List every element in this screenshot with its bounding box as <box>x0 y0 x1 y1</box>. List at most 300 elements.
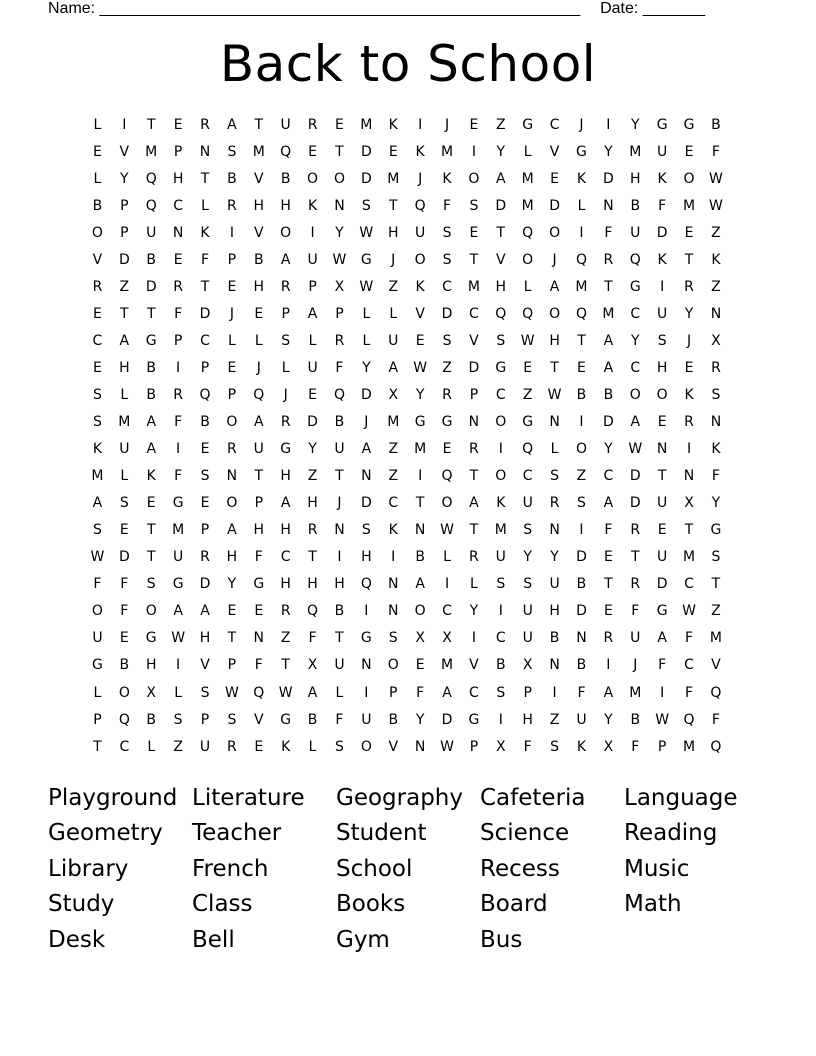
grid-letter: E <box>227 278 237 295</box>
grid-letter: G <box>92 657 103 674</box>
grid-letter: C <box>549 116 560 133</box>
grid-letter: A <box>280 495 291 512</box>
grid-letter: Z <box>388 441 399 458</box>
grid-letter: L <box>523 143 532 160</box>
grid-letter: J <box>391 251 396 268</box>
grid-letter: D <box>495 197 507 214</box>
letter-grid <box>84 111 729 760</box>
grid-letter: F <box>174 305 183 322</box>
grid-letter: D <box>118 549 130 566</box>
grid-letter: Y <box>415 711 425 728</box>
grid-letter: Q <box>629 251 641 268</box>
grid-letter: A <box>173 603 183 620</box>
grid-letter: N <box>549 657 560 674</box>
grid-letter: J <box>633 657 638 674</box>
grid-letter: O <box>629 386 641 403</box>
grid-letter: G <box>629 278 641 295</box>
grid-letter: C <box>495 630 506 647</box>
grid-letter: T <box>469 468 479 485</box>
grid-letter: A <box>146 441 157 458</box>
grid-letter: M <box>682 738 696 755</box>
grid-letter: Q <box>522 224 534 241</box>
grid-letter: L <box>93 116 102 133</box>
grid-letter: T <box>227 630 237 647</box>
grid-letter: F <box>711 468 720 485</box>
grid-letter: S <box>550 468 560 485</box>
grid-letter: V <box>254 170 264 187</box>
grid-letter: R <box>442 386 452 403</box>
grid-letter: H <box>549 332 560 349</box>
grid-letter: A <box>280 251 291 268</box>
grid-letter: E <box>93 359 102 376</box>
grid-letter: E <box>119 630 129 647</box>
grid-letter: R <box>227 197 237 214</box>
grid-letter: Q <box>280 143 292 160</box>
grid-letter: A <box>469 495 479 512</box>
grid-letter: G <box>172 576 184 593</box>
grid-letter: Y <box>415 386 425 403</box>
grid-letter: Q <box>495 305 507 322</box>
grid-letter: G <box>441 414 453 431</box>
grid-letter: L <box>174 684 183 701</box>
grid-letter: B <box>200 414 210 431</box>
grid-letter: F <box>631 738 640 755</box>
grid-letter: S <box>119 495 129 512</box>
grid-letter: F <box>335 711 344 728</box>
grid-letter: H <box>549 603 560 620</box>
grid-letter: O <box>495 468 507 485</box>
grid-letter: K <box>576 738 587 755</box>
grid-letter: R <box>280 414 291 431</box>
grid-letter: B <box>630 197 641 214</box>
grid-letter: O <box>414 603 426 620</box>
grid-letter: E <box>200 495 210 512</box>
grid-letter: C <box>684 576 694 593</box>
grid-letter: B <box>307 711 318 728</box>
grid-letter: I <box>364 684 369 701</box>
grid-letter: V <box>549 143 560 160</box>
grid-letter: Q <box>683 711 695 728</box>
grid-letter: I <box>579 522 584 539</box>
grid-letter: F <box>442 197 452 214</box>
name-field-label: Name: ______________________________________________________ <box>48 0 581 17</box>
grid-letter: M <box>387 170 400 187</box>
grid-letter: K <box>442 170 452 187</box>
grid-letter: P <box>469 738 479 755</box>
grid-letter: N <box>468 414 480 431</box>
grid-letter: U <box>146 224 157 241</box>
grid-letter: G <box>280 711 292 728</box>
grid-letter: A <box>227 116 237 133</box>
grid-letter: T <box>550 359 559 376</box>
grid-letter: I <box>552 684 557 701</box>
grid-letter: E <box>550 170 560 187</box>
grid-letter: B <box>576 657 587 674</box>
grid-letter: H <box>522 711 533 728</box>
grid-letter: U <box>415 224 426 241</box>
grid-letter: N <box>388 576 399 593</box>
grid-letter: A <box>254 414 264 431</box>
word-list-item: Language <box>624 784 738 811</box>
grid-letter: O <box>91 603 103 620</box>
word-list-item: Student <box>336 820 427 847</box>
grid-letter: D <box>307 414 318 431</box>
grid-letter: D <box>199 305 211 322</box>
grid-letter: S <box>93 414 102 431</box>
word-list-item: Literature <box>192 784 305 811</box>
grid-letter: F <box>308 630 317 647</box>
grid-letter: S <box>200 684 210 701</box>
grid-letter: O <box>360 738 372 755</box>
grid-letter: M <box>682 197 696 214</box>
grid-letter: L <box>308 332 317 349</box>
grid-letter: G <box>172 495 184 512</box>
grid-letter: B <box>549 630 560 647</box>
grid-letter: S <box>523 522 533 539</box>
grid-letter: V <box>711 657 721 674</box>
grid-letter: D <box>576 603 587 620</box>
grid-letter: B <box>576 386 587 403</box>
grid-letter: T <box>120 305 129 322</box>
grid-letter: S <box>200 468 210 485</box>
grid-letter: Q <box>307 603 319 620</box>
grid-letter: B <box>146 711 157 728</box>
grid-letter: I <box>418 468 423 485</box>
grid-letter: E <box>254 738 264 755</box>
grid-letter: N <box>603 197 614 214</box>
grid-letter: E <box>469 116 479 133</box>
grid-letter: D <box>629 468 641 485</box>
grid-letter: H <box>495 278 507 295</box>
grid-letter: N <box>710 305 722 322</box>
grid-letter: T <box>146 549 156 566</box>
grid-letter: M <box>467 278 480 295</box>
grid-letter: E <box>173 251 183 268</box>
grid-letter: W <box>440 738 454 755</box>
grid-letter: A <box>227 522 237 539</box>
grid-letter: I <box>606 116 611 133</box>
grid-letter: C <box>522 468 533 485</box>
grid-letter: E <box>684 224 694 241</box>
grid-letter: U <box>549 576 560 593</box>
grid-letter: L <box>281 359 290 376</box>
grid-letter: S <box>711 386 721 403</box>
grid-letter: A <box>307 684 318 701</box>
grid-letter: I <box>176 441 181 458</box>
grid-letter: Y <box>120 170 129 187</box>
grid-letter: V <box>200 657 210 674</box>
grid-letter: S <box>550 738 560 755</box>
grid-letter: F <box>200 251 210 268</box>
grid-letter: R <box>469 549 479 566</box>
grid-letter: F <box>685 630 694 647</box>
grid-letter: Y <box>604 143 613 160</box>
grid-letter: M <box>440 143 454 160</box>
grid-letter: M <box>172 522 185 539</box>
grid-letter: G <box>710 522 722 539</box>
grid-letter: U <box>334 441 345 458</box>
grid-letter: V <box>119 143 130 160</box>
grid-letter: A <box>388 359 399 376</box>
grid-letter: L <box>523 278 532 295</box>
grid-letter: B <box>119 657 130 674</box>
word-list-item: Study <box>48 891 115 918</box>
grid-letter: C <box>200 332 210 349</box>
word-list <box>48 780 768 958</box>
grid-letter: F <box>174 468 183 485</box>
grid-letter: T <box>146 522 156 539</box>
grid-letter: A <box>630 414 641 431</box>
grid-letter: O <box>656 386 668 403</box>
header-fields <box>48 0 705 20</box>
grid-letter: E <box>254 305 264 322</box>
grid-letter: R <box>711 359 721 376</box>
grid-letter: Y <box>227 576 237 593</box>
word-list-item: Reading <box>624 820 718 847</box>
grid-letter: D <box>145 278 157 295</box>
grid-letter: M <box>629 143 642 160</box>
grid-letter: I <box>391 549 396 566</box>
grid-letter: Z <box>549 711 560 728</box>
grid-letter: Z <box>711 224 721 241</box>
grid-letter: H <box>629 170 641 187</box>
grid-letter: R <box>549 495 560 512</box>
grid-letter: E <box>227 359 237 376</box>
grid-letter: Y <box>523 549 532 566</box>
grid-letter: X <box>388 386 399 403</box>
grid-letter: V <box>469 332 479 349</box>
grid-letter: A <box>415 576 425 593</box>
grid-letter: T <box>577 332 586 349</box>
grid-letter: S <box>281 332 291 349</box>
grid-letter: T <box>684 522 694 539</box>
grid-letter: I <box>337 549 342 566</box>
grid-letter: N <box>414 522 426 539</box>
grid-letter: S <box>93 386 102 403</box>
grid-letter: P <box>120 197 129 214</box>
word-list-item: Science <box>480 820 570 847</box>
grid-letter: D <box>656 224 668 241</box>
grid-letter: V <box>415 305 425 322</box>
grid-letter: R <box>173 278 183 295</box>
grid-letter: S <box>711 549 721 566</box>
grid-letter: R <box>227 738 237 755</box>
grid-letter: P <box>173 332 183 349</box>
grid-letter: L <box>443 549 451 566</box>
grid-letter: J <box>418 170 423 187</box>
grid-letter: C <box>442 278 452 295</box>
grid-letter: P <box>523 684 532 701</box>
grid-letter: Z <box>711 278 721 295</box>
grid-letter: W <box>332 251 347 268</box>
grid-letter: E <box>308 143 317 160</box>
grid-letter: G <box>253 576 265 593</box>
grid-letter: T <box>200 170 210 187</box>
grid-letter: U <box>253 441 264 458</box>
grid-letter: P <box>469 386 479 403</box>
grid-letter: K <box>200 224 210 241</box>
grid-letter: E <box>603 603 613 620</box>
grid-letter: L <box>120 386 129 403</box>
grid-letter: A <box>119 332 130 349</box>
grid-letter: Q <box>710 684 722 701</box>
grid-letter: F <box>604 522 613 539</box>
grid-letter: C <box>469 305 479 322</box>
grid-letter: E <box>254 603 264 620</box>
grid-letter: U <box>495 549 506 566</box>
grid-letter: V <box>496 251 506 268</box>
grid-letter: H <box>334 576 345 593</box>
grid-letter: N <box>361 657 372 674</box>
grid-letter: Z <box>442 359 452 376</box>
grid-letter: X <box>603 738 614 755</box>
grid-letter: B <box>92 197 103 214</box>
grid-letter: L <box>362 305 371 322</box>
grid-letter: R <box>307 116 318 133</box>
grid-letter: E <box>523 359 533 376</box>
grid-letter: Z <box>173 738 183 755</box>
grid-letter: L <box>147 738 156 755</box>
word-list-item: Cafeteria <box>480 784 586 811</box>
grid-letter: F <box>254 549 263 566</box>
grid-letter: E <box>469 224 479 241</box>
grid-letter: D <box>118 251 130 268</box>
grid-letter: Y <box>630 116 640 133</box>
grid-letter: R <box>227 441 237 458</box>
grid-letter: E <box>227 603 237 620</box>
grid-letter: S <box>146 576 156 593</box>
grid-letter: C <box>469 684 479 701</box>
grid-letter: H <box>307 495 318 512</box>
grid-letter: C <box>92 332 103 349</box>
grid-letter: J <box>579 116 584 133</box>
grid-letter: K <box>146 468 156 485</box>
grid-letter: F <box>523 738 532 755</box>
word-list-item: Library <box>48 855 129 882</box>
grid-letter: H <box>280 576 291 593</box>
grid-letter: K <box>657 170 667 187</box>
grid-letter: R <box>200 549 210 566</box>
grid-letter: R <box>280 278 291 295</box>
grid-letter: Q <box>145 170 157 187</box>
grid-letter: E <box>93 143 102 160</box>
grid-letter: D <box>199 576 211 593</box>
grid-letter: T <box>335 468 344 485</box>
grid-letter: F <box>631 603 640 620</box>
grid-letter: S <box>93 522 102 539</box>
grid-letter: C <box>280 549 291 566</box>
grid-letter: B <box>415 549 425 566</box>
grid-letter: X <box>307 657 318 674</box>
grid-letter: R <box>173 386 183 403</box>
grid-letter: R <box>630 576 641 593</box>
grid-letter: E <box>146 495 156 512</box>
grid-letter: P <box>281 305 290 322</box>
grid-letter: U <box>307 251 318 268</box>
grid-letter: Z <box>711 603 721 620</box>
grid-letter: G <box>280 441 292 458</box>
grid-letter: O <box>414 251 426 268</box>
grid-letter: B <box>496 657 506 674</box>
grid-letter: S <box>227 711 237 728</box>
grid-letter: F <box>658 657 667 674</box>
grid-letter: S <box>173 711 183 728</box>
grid-letter: H <box>145 657 157 674</box>
grid-letter: K <box>415 278 425 295</box>
grid-letter: R <box>200 116 210 133</box>
grid-letter: X <box>522 657 533 674</box>
word-list-item: Gym <box>336 926 390 953</box>
grid-letter: Q <box>522 441 534 458</box>
grid-letter: A <box>442 684 452 701</box>
grid-letter: T <box>469 251 479 268</box>
grid-letter: J <box>256 359 261 376</box>
grid-letter: M <box>709 630 722 647</box>
grid-letter: G <box>145 630 157 647</box>
grid-letter: P <box>335 305 344 322</box>
word-list-item: Desk <box>48 926 106 953</box>
grid-letter: G <box>656 116 668 133</box>
grid-letter: M <box>521 197 534 214</box>
grid-letter: I <box>176 359 181 376</box>
grid-letter: H <box>280 468 291 485</box>
grid-letter: Y <box>604 711 613 728</box>
grid-letter: B <box>280 170 291 187</box>
grid-letter: N <box>549 414 560 431</box>
grid-letter: G <box>683 116 695 133</box>
grid-letter: H <box>387 224 399 241</box>
grid-letter: X <box>496 738 506 755</box>
grid-letter: K <box>711 441 721 458</box>
grid-letter: P <box>200 711 210 728</box>
grid-letter: W <box>90 549 105 566</box>
grid-letter: A <box>657 630 667 647</box>
grid-letter: C <box>630 305 641 322</box>
grid-letter: I <box>122 116 127 133</box>
grid-letter: A <box>92 495 103 512</box>
word-list-item: Books <box>336 891 406 918</box>
grid-letter: W <box>359 224 374 241</box>
grid-letter: P <box>200 359 210 376</box>
grid-letter: J <box>229 305 234 322</box>
grid-letter: R <box>603 251 614 268</box>
grid-letter: D <box>549 197 560 214</box>
grid-letter: W <box>520 332 535 349</box>
grid-letter: Q <box>441 468 453 485</box>
grid-letter: N <box>414 738 426 755</box>
grid-letter: L <box>362 332 371 349</box>
word-list-item: Math <box>624 891 682 918</box>
grid-letter: L <box>201 197 209 214</box>
grid-letter: L <box>254 332 263 349</box>
grid-letter: K <box>684 386 694 403</box>
grid-letter: U <box>307 359 318 376</box>
grid-letter: A <box>603 495 614 512</box>
grid-letter: F <box>335 359 344 376</box>
grid-letter: X <box>711 332 721 349</box>
grid-letter: K <box>307 197 318 214</box>
grid-letter: N <box>683 468 695 485</box>
grid-letter: F <box>711 143 720 160</box>
grid-letter: J <box>283 386 288 403</box>
grid-letter: F <box>711 711 720 728</box>
grid-letter: H <box>253 278 265 295</box>
grid-letter: N <box>549 522 560 539</box>
grid-letter: Q <box>199 386 211 403</box>
grid-letter: F <box>120 576 129 593</box>
grid-letter: Y <box>469 603 479 620</box>
grid-letter: W <box>547 386 562 403</box>
